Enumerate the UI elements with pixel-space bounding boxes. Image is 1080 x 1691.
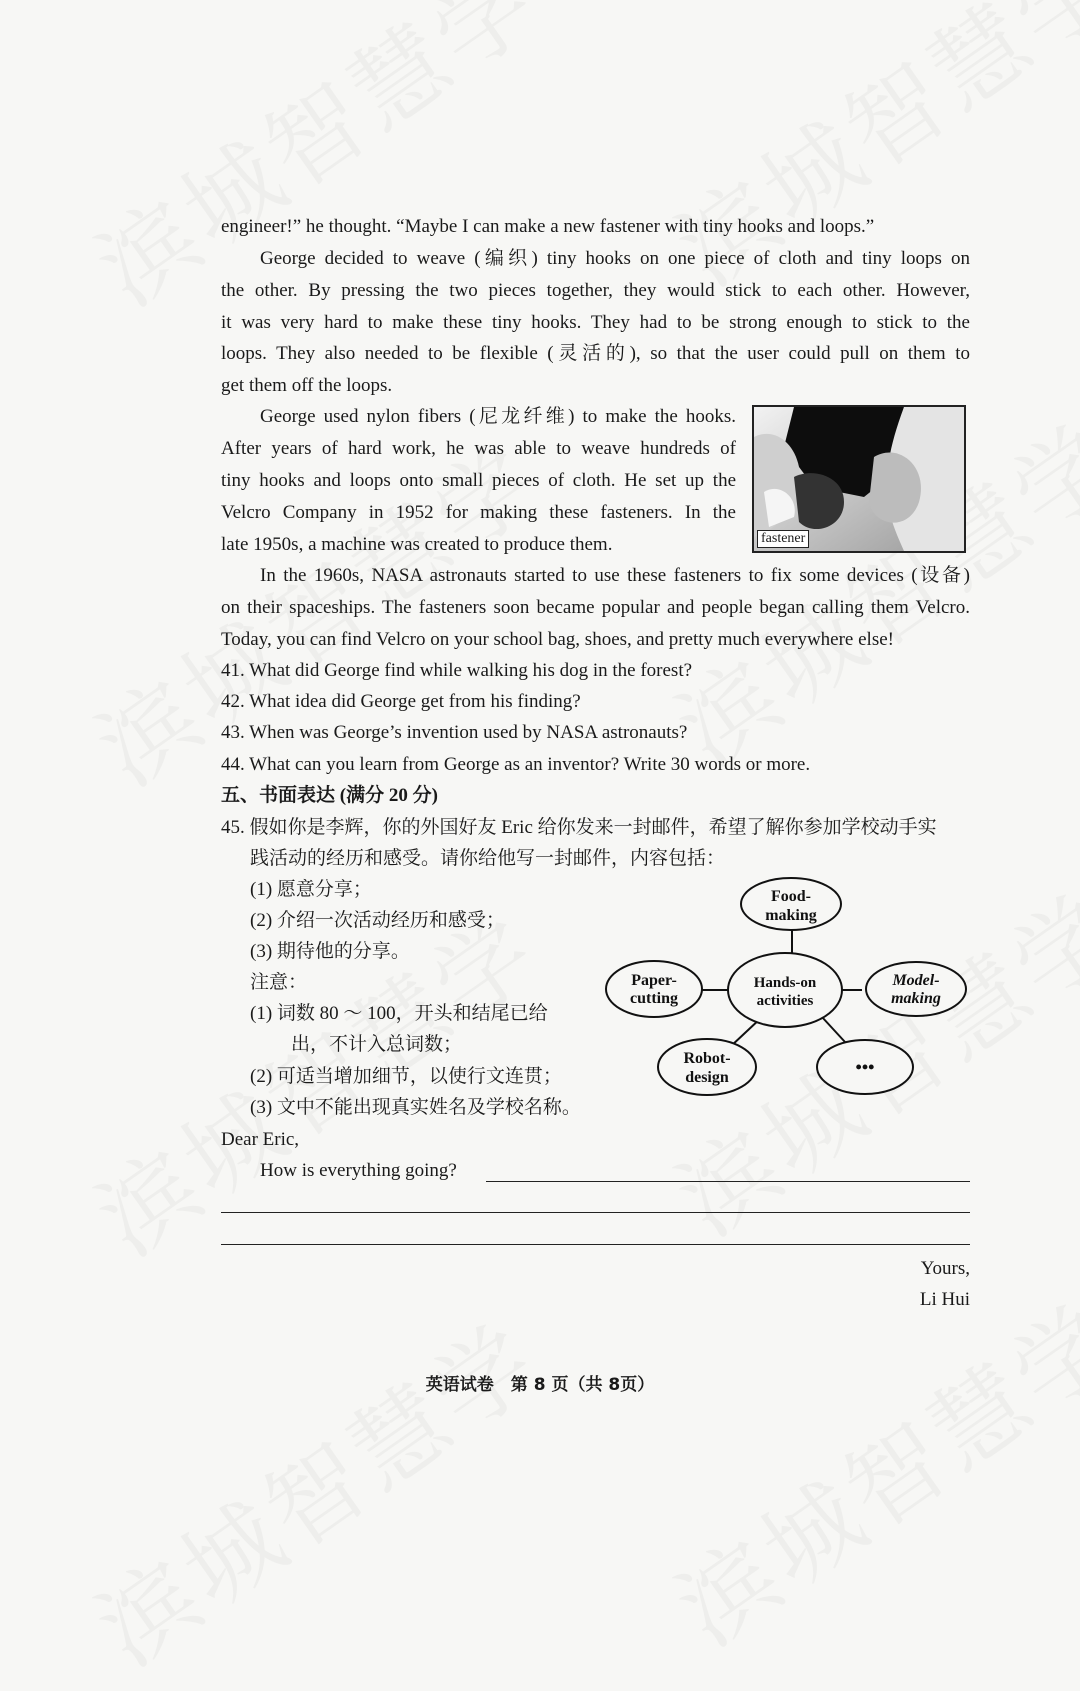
mind-node-model: Model- bbox=[892, 972, 940, 989]
mind-node-center: activities bbox=[756, 993, 814, 1009]
passage-line: Velcro Company in 1952 for making these fasteners. In the bbox=[221, 502, 736, 523]
figure-label: fastener bbox=[757, 530, 809, 548]
mind-node-paper: cutting bbox=[630, 990, 678, 1007]
answer-line[interactable] bbox=[221, 1244, 970, 1245]
passage-line: loops. They also needed to be flexible (灵活的), so that the user could pull on them to bbox=[221, 343, 970, 364]
note-item: (2) 可适当增加细节，以使行文连贯； bbox=[250, 1066, 562, 1087]
passage-line: late 1950s, a machine was created to produce them. bbox=[221, 534, 613, 555]
letter-signature: Li Hui bbox=[919, 1289, 970, 1310]
q45-prompt: 践活动的经历和感受。请你给他写一封邮件，内容包括： bbox=[250, 848, 726, 869]
note-item: 出，不计入总词数； bbox=[291, 1034, 463, 1055]
letter-closing: Yours, bbox=[920, 1258, 970, 1279]
mind-node-robot: Robot- bbox=[683, 1050, 731, 1067]
mind-node-model: making bbox=[891, 990, 941, 1007]
activity-mind-map bbox=[600, 872, 975, 1102]
letter-greeting: Dear Eric, bbox=[221, 1129, 300, 1150]
mind-node-food: making bbox=[765, 907, 817, 924]
question-41: 41. What did George find while walking his dog in the forest? bbox=[221, 660, 693, 681]
fastener-photo bbox=[752, 405, 966, 553]
content-point: (1) 愿意分享； bbox=[250, 879, 372, 900]
section-title: 五、书面表达 (满分 20 分) bbox=[221, 785, 438, 806]
note-item: (3) 文中不能出现真实姓名及学校名称。 bbox=[250, 1097, 581, 1118]
content-point: (2) 介绍一次活动经历和感受； bbox=[250, 910, 505, 931]
question-42: 42. What idea did George get from his finding? bbox=[221, 691, 581, 712]
mind-node-food: Food- bbox=[771, 888, 811, 905]
passage-line: engineer!” he thought. “Maybe I can make a new fastener with tiny hooks and loops.” bbox=[221, 216, 875, 237]
watermark bbox=[67, 1286, 563, 1691]
passage-line: In the 1960s, NASA astronauts started to use these fasteners to fix some devices (设备) bbox=[260, 565, 970, 586]
passage-line: Today, you can find Velcro on your school bag, shoes, and pretty much everywhere else! bbox=[221, 629, 894, 650]
mind-node-paper: Paper- bbox=[631, 972, 677, 989]
passage-line: on their spaceships. The fasteners soon became popular and people began calling them Velcro. bbox=[221, 597, 970, 618]
passage-line: George used nylon fibers (尼龙纤维) to make the hooks. bbox=[260, 406, 736, 427]
mind-node-robot: design bbox=[685, 1069, 729, 1086]
watermark bbox=[647, 1266, 1080, 1671]
passage-line: it was very hard to make these tiny hooks. They had to be strong enough to stick to the bbox=[221, 312, 970, 333]
mind-node-more: ••• bbox=[855, 1057, 875, 1077]
passage-line: After years of hard work, he was able to weave hundreds of bbox=[221, 438, 736, 459]
letter-opening: How is everything going? bbox=[260, 1160, 457, 1181]
note-item: (1) 词数 80 ～ 100，开头和结尾已给 bbox=[250, 1003, 548, 1024]
answer-line[interactable] bbox=[486, 1181, 970, 1182]
passage-line: tiny hooks and loops onto small pieces of cloth. He set up the bbox=[221, 470, 736, 491]
mind-node-center: Hands-on bbox=[753, 975, 817, 991]
question-43: 43. When was George’s invention used by NASA astronauts? bbox=[221, 722, 688, 743]
answer-line[interactable] bbox=[221, 1212, 970, 1213]
passage-line: get them off the loops. bbox=[221, 375, 393, 396]
question-44: 44. What can you learn from George as an inventor? Write 30 words or more. bbox=[221, 754, 811, 775]
passage-line: the other. By pressing the two pieces together, they would stick to each other. However, bbox=[221, 280, 970, 301]
note-title: 注意： bbox=[250, 972, 308, 993]
content-point: (3) 期待他的分享。 bbox=[250, 941, 410, 962]
passage-line: George decided to weave (编织) tiny hooks on one piece of cloth and tiny loops on bbox=[260, 248, 970, 269]
page-footer: 英语试卷 第 8 页（共 8页） bbox=[425, 1375, 655, 1395]
q45-prompt: 45. 假如你是李辉，你的外国好友 Eric 给你发来一封邮件，希望了解你参加学校动手实 bbox=[221, 817, 937, 838]
